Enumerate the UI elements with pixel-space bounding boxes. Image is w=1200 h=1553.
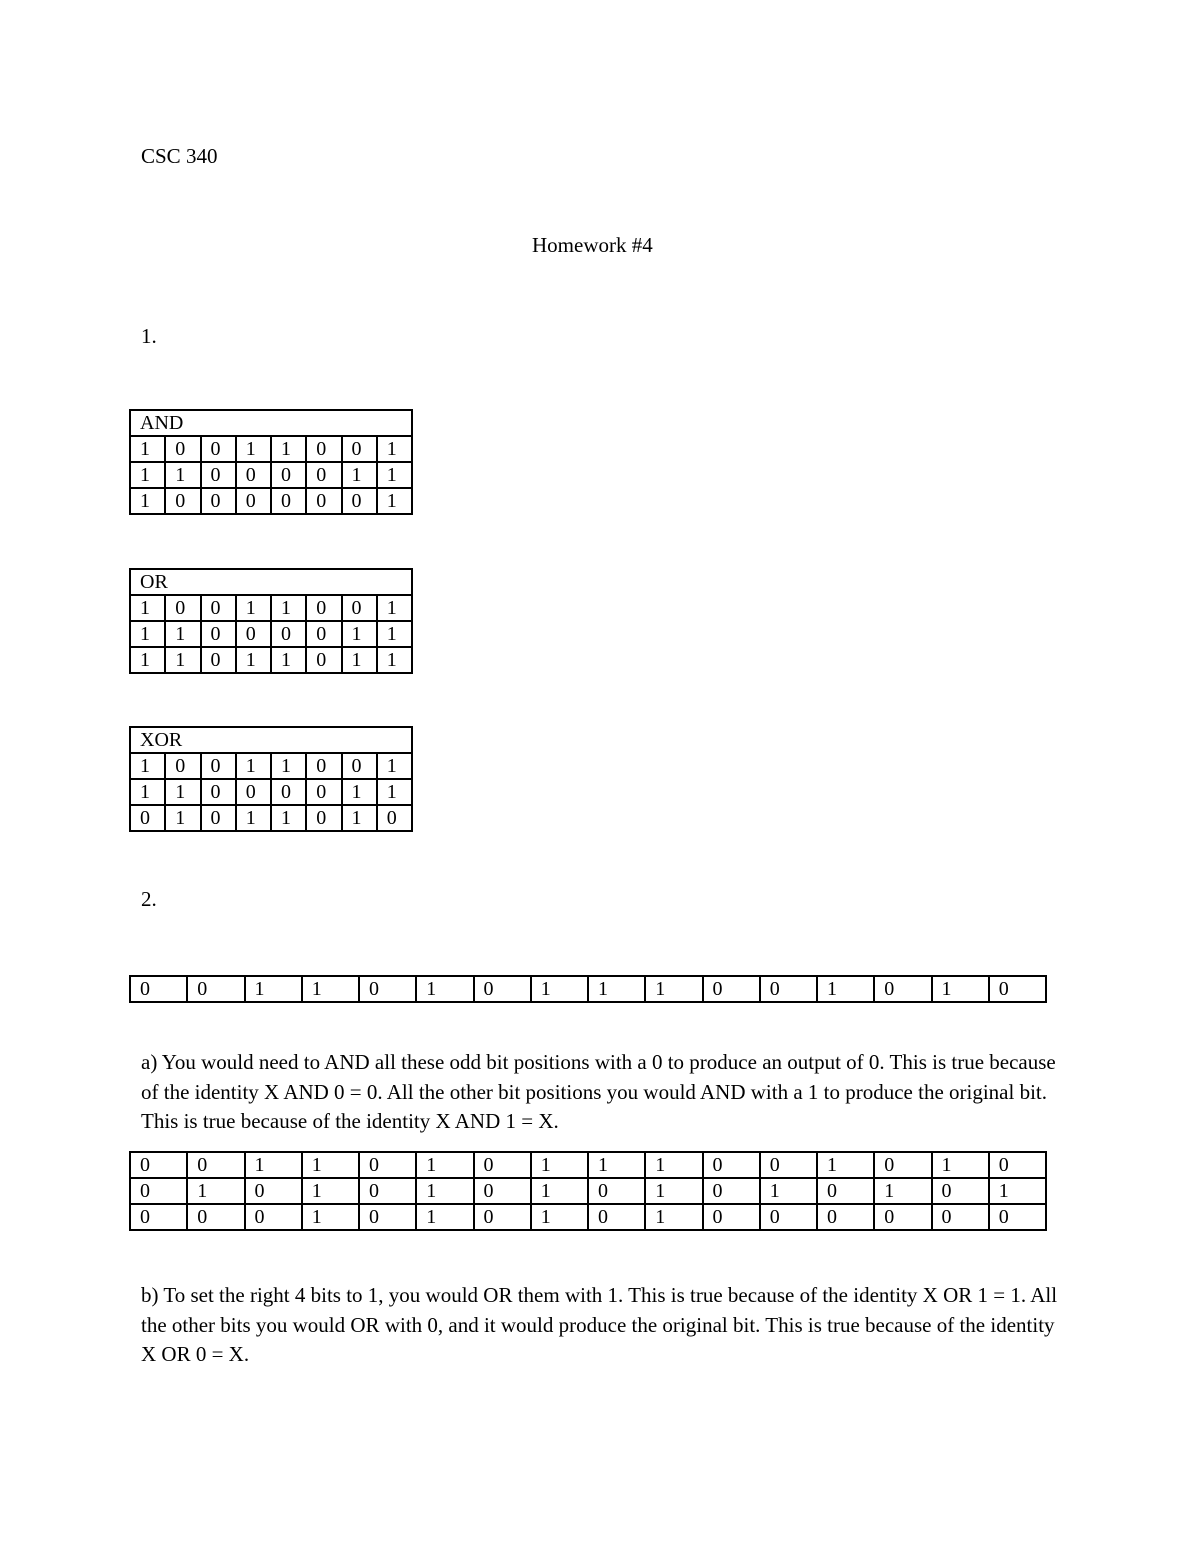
bit-cell: 0: [271, 462, 306, 488]
bit-cell: 0: [474, 1178, 531, 1204]
bit-cell: 0: [271, 621, 306, 647]
bit-cell: 0: [236, 779, 271, 805]
bit-cell: 0: [165, 753, 200, 779]
bit-cell: 1: [236, 595, 271, 621]
bit-cell: 0: [989, 976, 1046, 1002]
bit-cell: 1: [645, 1178, 702, 1204]
bit-cell: 1: [130, 462, 165, 488]
table-row: [130, 976, 1046, 1002]
bit-cell: 1: [271, 436, 306, 462]
table-row: [130, 1152, 1046, 1178]
bit-cell: 0: [932, 1204, 989, 1230]
table-row: [130, 647, 412, 673]
bit-cell: 1: [165, 462, 200, 488]
bit-cell: 0: [703, 1204, 760, 1230]
bit-cell: 1: [531, 1204, 588, 1230]
bit-cell: 0: [201, 488, 236, 514]
bit-cell: 0: [359, 1178, 416, 1204]
bit-cell: 0: [874, 976, 931, 1002]
bit-cell: 0: [359, 1204, 416, 1230]
table-row: [130, 621, 412, 647]
bit-cell: 0: [187, 976, 244, 1002]
bit-cell: 1: [377, 753, 412, 779]
bit-cell: 0: [817, 1178, 874, 1204]
bit-cell: 0: [474, 976, 531, 1002]
bit-cell: 1: [165, 805, 200, 831]
bit-cell: 0: [201, 595, 236, 621]
bit-cell: 1: [236, 805, 271, 831]
bit-cell: 1: [932, 1152, 989, 1178]
bit-cell: 0: [474, 1204, 531, 1230]
bit-cell: 0: [236, 488, 271, 514]
bit-cell: 1: [165, 647, 200, 673]
bit-cell: 1: [416, 1152, 473, 1178]
bit-cell: 1: [187, 1178, 244, 1204]
bit-cell: 0: [165, 595, 200, 621]
bit-cell: 1: [130, 753, 165, 779]
bit-cell: 1: [377, 436, 412, 462]
bit-cell: 0: [306, 753, 341, 779]
bit-cell: 1: [130, 779, 165, 805]
bit-cell: 0: [201, 462, 236, 488]
bit-cell: 1: [874, 1178, 931, 1204]
bit-cell: 0: [874, 1204, 931, 1230]
bit-cell: 0: [588, 1204, 645, 1230]
or-table: [129, 568, 413, 674]
table-row: [130, 779, 412, 805]
bit-cell: 0: [130, 1204, 187, 1230]
bit-cell: 1: [271, 647, 306, 673]
bit-cell: 0: [817, 1204, 874, 1230]
bit-cell: 0: [130, 1178, 187, 1204]
bit-cell: 1: [377, 595, 412, 621]
bit-cell: 0: [165, 488, 200, 514]
bit-cell: 0: [165, 436, 200, 462]
bit-cell: 1: [645, 976, 702, 1002]
bit-cell: 1: [377, 647, 412, 673]
bit-cell: 0: [760, 976, 817, 1002]
bit-cell: 1: [302, 1178, 359, 1204]
table-header-row: [130, 569, 412, 595]
table-row: [130, 462, 412, 488]
bit-cell: 1: [989, 1178, 1046, 1204]
part-a-text: a) You would need to AND all these odd bit positions with a 0 to produce an output of 0. This is true because of the identity X AND 0 = 0. All the other bit positions you would AND with a 1 to produce the original bit. This is true because of the identity X AND 1 = X.: [141, 1050, 1056, 1133]
operation-label: OR: [130, 569, 412, 595]
bit-cell: 0: [359, 976, 416, 1002]
bit-cell: 1: [271, 595, 306, 621]
table-row: [130, 1204, 1046, 1230]
bit-cell: 1: [531, 1152, 588, 1178]
bit-cell: 1: [165, 621, 200, 647]
bit-cell: 0: [187, 1204, 244, 1230]
bit-cell: 0: [306, 805, 341, 831]
bit-cell: 0: [342, 595, 377, 621]
bit-cell: 1: [245, 1152, 302, 1178]
bit-cell: 0: [342, 753, 377, 779]
bit-cell: 1: [236, 436, 271, 462]
bit-cell: 0: [236, 621, 271, 647]
bit-cell: 0: [359, 1152, 416, 1178]
bit-cell: 1: [130, 488, 165, 514]
bit-cell: 1: [645, 1204, 702, 1230]
bit-cell: 1: [377, 621, 412, 647]
bit-cell: 0: [130, 976, 187, 1002]
bit-cell: 1: [760, 1178, 817, 1204]
question-1-number: 1.: [141, 324, 157, 348]
bit-cell: 0: [306, 488, 341, 514]
bit-cell: 0: [703, 1178, 760, 1204]
bit-cell: 0: [236, 462, 271, 488]
bit-cell: 1: [416, 1178, 473, 1204]
table-row: [130, 1178, 1046, 1204]
bit-cell: 1: [245, 976, 302, 1002]
bit-cell: 0: [201, 779, 236, 805]
page-title: Homework #4: [532, 233, 653, 257]
bit-cell: 1: [302, 976, 359, 1002]
bit-cell: 1: [932, 976, 989, 1002]
bit-cell: 1: [342, 462, 377, 488]
bit-cell: 0: [130, 1152, 187, 1178]
operation-label: AND: [130, 410, 412, 436]
part-b-text: b) To set the right 4 bits to 1, you would OR them with 1. This is true because of the identity X OR 1 = 1. All the other bits you would OR with 0, and it would produce the original bit. This is true because of the identity X OR 0 = X.: [141, 1283, 1058, 1366]
bit-cell: 1: [236, 647, 271, 673]
and-table: [129, 409, 413, 515]
bit-cell: 1: [130, 621, 165, 647]
bit-cell: 1: [130, 595, 165, 621]
bit-cell: 1: [271, 753, 306, 779]
bit-cell: 1: [271, 805, 306, 831]
bit-cell: 0: [989, 1152, 1046, 1178]
bit-cell: 1: [342, 621, 377, 647]
bit-cell: 1: [817, 976, 874, 1002]
bit-cell: 0: [306, 462, 341, 488]
bit-cell: 0: [342, 488, 377, 514]
bit-cell: 1: [236, 753, 271, 779]
bit-cell: 0: [588, 1178, 645, 1204]
table-row: [130, 805, 412, 831]
bit-cell: 1: [416, 1204, 473, 1230]
table-header-row: [130, 727, 412, 753]
bit-cell: 1: [531, 976, 588, 1002]
table-row: [130, 595, 412, 621]
bit-cell: 0: [306, 436, 341, 462]
bit-cell: 1: [302, 1152, 359, 1178]
bit-cell: 0: [201, 621, 236, 647]
bit-cell: 1: [377, 462, 412, 488]
bit-cell: 0: [306, 647, 341, 673]
table-header-row: [130, 410, 412, 436]
bit-cell: 1: [645, 1152, 702, 1178]
bit-cell: 0: [201, 805, 236, 831]
bit-cell: 1: [165, 779, 200, 805]
bit-cell: 0: [474, 1152, 531, 1178]
xor-table: [129, 726, 413, 832]
bit-cell: 0: [130, 805, 165, 831]
bit-cell: 0: [306, 779, 341, 805]
course-code: CSC 340: [141, 144, 218, 168]
part-a-table: [129, 1151, 1047, 1231]
bit-cell: 1: [416, 976, 473, 1002]
bit-cell: 1: [588, 1152, 645, 1178]
table-row: [130, 753, 412, 779]
bit-cell: 0: [306, 621, 341, 647]
bit-cell: 1: [130, 436, 165, 462]
bit-cell: 1: [588, 976, 645, 1002]
bit-cell: 0: [760, 1204, 817, 1230]
bit-cell: 1: [377, 779, 412, 805]
bit-cell: 1: [302, 1204, 359, 1230]
bit-cell: 0: [932, 1178, 989, 1204]
bit-cell: 0: [271, 488, 306, 514]
table-row: [130, 436, 412, 462]
bit-cell: 1: [342, 805, 377, 831]
bit-cell: 0: [989, 1204, 1046, 1230]
bit-cell: 1: [531, 1178, 588, 1204]
bit-cell: 0: [201, 436, 236, 462]
bit-cell: 0: [760, 1152, 817, 1178]
input-bits-table: [129, 975, 1047, 1003]
bit-cell: 0: [245, 1204, 302, 1230]
bit-cell: 0: [201, 647, 236, 673]
bit-cell: 0: [342, 436, 377, 462]
bit-cell: 1: [342, 779, 377, 805]
bit-cell: 1: [342, 647, 377, 673]
bit-cell: 0: [306, 595, 341, 621]
bit-cell: 0: [271, 779, 306, 805]
bit-cell: 0: [703, 1152, 760, 1178]
bit-cell: 0: [703, 976, 760, 1002]
table-row: [130, 488, 412, 514]
bit-cell: 0: [377, 805, 412, 831]
bit-cell: 1: [817, 1152, 874, 1178]
bit-cell: 0: [245, 1178, 302, 1204]
bit-cell: 0: [201, 753, 236, 779]
bit-cell: 1: [130, 647, 165, 673]
bit-cell: 0: [187, 1152, 244, 1178]
bit-cell: 0: [874, 1152, 931, 1178]
operation-label: XOR: [130, 727, 412, 753]
bit-cell: 1: [377, 488, 412, 514]
question-2-number: 2.: [141, 887, 157, 911]
